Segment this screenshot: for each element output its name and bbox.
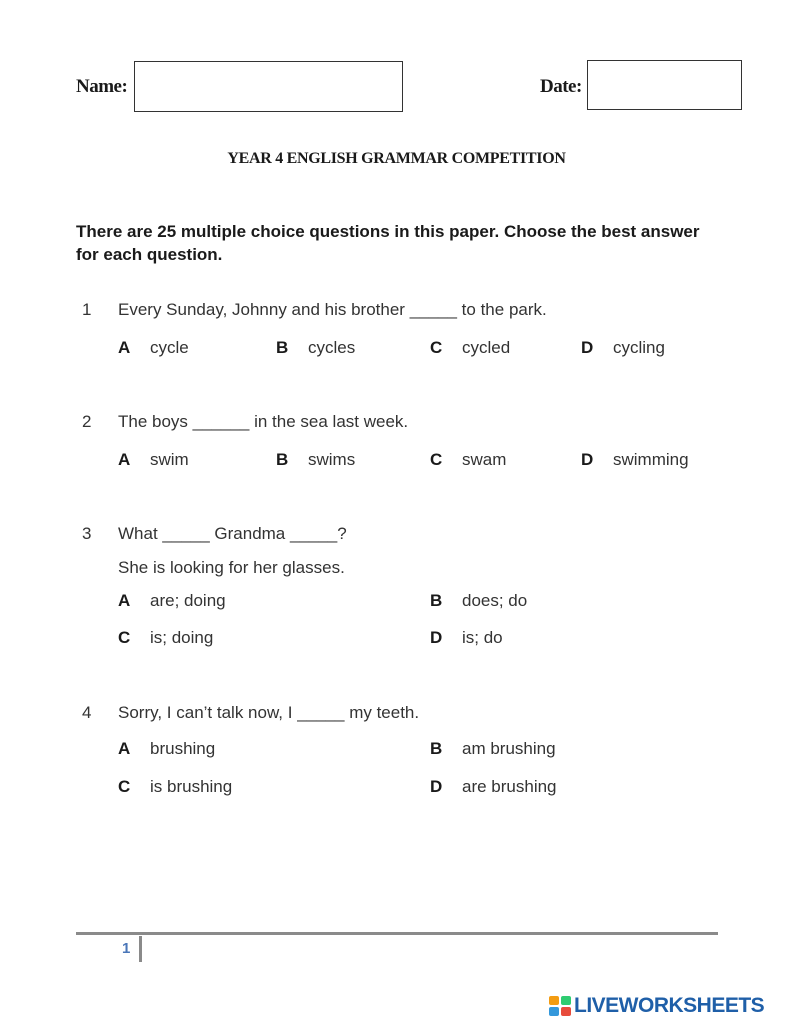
- option-d[interactable]: [430, 777, 557, 797]
- option-text: does; do: [462, 591, 528, 610]
- question-text: Sorry, I can’t talk now, I _____ my teeth.: [118, 703, 420, 722]
- option-letter: B: [276, 338, 289, 357]
- footer-divider: [76, 932, 718, 935]
- option-d[interactable]: [581, 450, 689, 470]
- liveworksheets-logo-icon: [549, 996, 571, 1016]
- option-letter: A: [118, 739, 131, 758]
- option-a[interactable]: [118, 591, 226, 611]
- date-field[interactable]: [587, 60, 742, 110]
- option-text: is; do: [462, 628, 503, 647]
- option-text: swims: [308, 450, 356, 469]
- option-text: are; doing: [150, 591, 226, 610]
- option-a[interactable]: [118, 450, 189, 470]
- question-number: 1: [82, 300, 92, 319]
- option-b[interactable]: [276, 450, 355, 470]
- option-b[interactable]: [430, 591, 527, 611]
- name-label: Name:: [76, 76, 128, 97]
- option-c[interactable]: [430, 338, 510, 358]
- liveworksheets-brand[interactable]: [549, 994, 764, 1018]
- option-d[interactable]: [581, 338, 665, 358]
- option-text: swim: [150, 450, 189, 469]
- option-letter: B: [430, 739, 443, 758]
- page-number-divider: [139, 936, 142, 962]
- option-text: is brushing: [150, 777, 233, 796]
- question-text: What _____ Grandma _____?: [118, 524, 347, 543]
- option-text: cycle: [150, 338, 189, 357]
- option-text: swimming: [613, 450, 689, 469]
- question-text: The boys ______ in the sea last week.: [118, 412, 409, 431]
- option-c[interactable]: [118, 777, 232, 797]
- option-text: cycling: [613, 338, 665, 357]
- option-b[interactable]: [430, 739, 556, 759]
- page-title: YEAR 4 ENGLISH GRAMMAR COMPETITION: [227, 150, 566, 167]
- question-number: 4: [82, 703, 92, 722]
- name-field[interactable]: [134, 61, 403, 112]
- question-subtext: She is looking for her glasses.: [118, 558, 345, 577]
- option-letter: A: [118, 450, 131, 469]
- option-text: cycled: [462, 338, 511, 357]
- date-label: Date:: [540, 76, 582, 97]
- option-letter: C: [430, 338, 443, 357]
- option-d[interactable]: [430, 628, 503, 648]
- instructions: There are 25 multiple choice questions in this paper. Choose the best answer for each question.: [76, 222, 700, 264]
- option-letter: D: [430, 628, 443, 647]
- option-letter: C: [430, 450, 443, 469]
- question-text: Every Sunday, Johnny and his brother _____ to the park.: [118, 300, 547, 319]
- option-letter: D: [581, 450, 594, 469]
- option-letter: D: [430, 777, 443, 796]
- option-a[interactable]: [118, 739, 215, 759]
- question-number: 2: [82, 412, 92, 431]
- option-letter: B: [430, 591, 443, 610]
- option-c[interactable]: [430, 450, 506, 470]
- page-number: 1: [122, 940, 131, 957]
- question-number: 3: [82, 524, 92, 543]
- option-letter: A: [118, 591, 131, 610]
- option-letter: C: [118, 777, 131, 796]
- option-b[interactable]: [276, 338, 355, 358]
- brand-text: LIVEWORKSHEETS: [574, 994, 765, 1017]
- option-text: cycles: [308, 338, 356, 357]
- option-text: are brushing: [462, 777, 557, 796]
- option-letter: D: [581, 338, 594, 357]
- option-text: am brushing: [462, 739, 556, 758]
- option-text: swam: [462, 450, 507, 469]
- option-letter: A: [118, 338, 131, 357]
- option-text: brushing: [150, 739, 216, 758]
- option-c[interactable]: [118, 628, 213, 648]
- option-letter: C: [118, 628, 131, 647]
- option-a[interactable]: [118, 338, 189, 358]
- option-text: is; doing: [150, 628, 214, 647]
- option-letter: B: [276, 450, 289, 469]
